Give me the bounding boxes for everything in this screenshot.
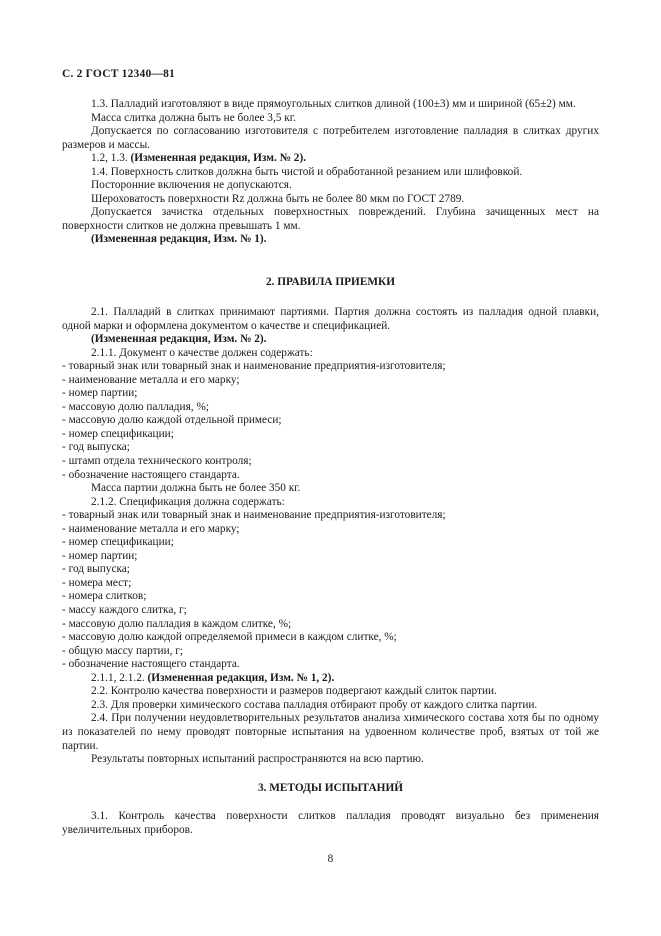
paragraph: 1.3. Палладий изготовляют в виде прямоугольных слитков длиной (100±3) мм и шириной (65±2) мм. [91, 98, 576, 110]
section-2-title: 2. ПРАВИЛА ПРИЕМКИ [265, 276, 396, 288]
paragraph: Результаты повторных испытаний распространяются на всю партию. [91, 753, 424, 766]
section-3-title: 3. МЕТОДЫ ИСПЫТАНИЙ [257, 782, 404, 794]
paragraph: 2.1. Палладий в слитках принимают партиями. Партия должна состоять из палладия одной плавки, одной марки и оформлена документом о качестве и спецификацией. [62, 306, 599, 332]
paragraph: - товарный знак или товарный знак и наименование предприятия-изготовителя; [62, 360, 446, 373]
paragraph: Масса партии должна быть не более 350 кг. [91, 482, 301, 495]
paragraph: - обозначение настоящего стандарта. [62, 658, 240, 671]
paragraph: - номер партии; [62, 549, 138, 562]
paragraph: - штамп отдела технического контроля; [62, 455, 252, 468]
section-2-paragraphs [62, 306, 599, 767]
paragraph: Допускается по согласованию изготовителя с потребителем изготовление палладия в слитках других размеров и массы. [62, 125, 599, 151]
paragraph: - год выпуска; [62, 563, 130, 576]
paragraph: 2.2. Контролю качества поверхности и размеров подвергают каждый слиток партии. [91, 685, 497, 698]
paragraph: 2.3. Для проверки химического состава палладия отбирают пробу от каждого слитка партии. [91, 698, 538, 711]
paragraph: - наименование металла и его марку; [62, 373, 240, 386]
paragraph: - номер спецификации; [62, 427, 174, 440]
paragraph: - массовую долю палладия в каждом слитке, %; [62, 617, 292, 630]
paragraph: Шероховатость поверхности Rz должна быть не более 80 мкм по ГОСТ 2789. [91, 192, 465, 205]
page-header: С. 2 ГОСТ 12340—81 [62, 68, 175, 80]
page-number: 8 [327, 853, 334, 865]
paragraph: (Измененная редакция, Изм. № 1). [91, 233, 267, 246]
paragraph: 2.1.2. Спецификация должна содержать: [91, 495, 285, 508]
paragraph: 3.1. Контроль качества поверхности слитков палладия проводят визуально без применения увеличительных приборов. [62, 810, 599, 836]
paragraph: - массу каждого слитка, г; [62, 604, 187, 617]
paragraph: - обозначение настоящего стандарта. [62, 468, 240, 481]
paragraph: - массовую долю палладия, %; [62, 400, 209, 413]
paragraph: - общую массу партии, г; [62, 644, 184, 657]
paragraph: Допускается зачистка отдельных поверхностных повреждений. Глубина зачищенных мест на поверхности слитков не должна превышать 1 мм. [62, 206, 599, 232]
paragraph: - массовую долю каждой определяемой примеси в каждом слитке, %; [62, 631, 397, 644]
section-1-paragraphs [62, 98, 599, 247]
paragraph: - наименование металла и его марку; [62, 522, 240, 535]
paragraph: - товарный знак или товарный знак и наименование предприятия-изготовителя; [62, 509, 446, 522]
paragraph: 1.4. Поверхность слитков должна быть чистой и обработанной резанием или шлифовкой. [91, 165, 523, 178]
paragraph: 1.2, 1.3. (Измененная редакция, Изм. № 2). [91, 152, 307, 165]
paragraph: 2.4. При получении неудовлетворительных результатов анализа химического состава хотя бы по одному из показателей по нему проводят повторные испытания на удвоенном количестве проб, взятых от той же партии. [62, 712, 599, 752]
paragraph: - номера слитков; [62, 590, 147, 603]
paragraph: 2.1.1, 2.1.2. (Измененная редакция, Изм. № 1, 2). [91, 671, 335, 684]
paragraph: - номер спецификации; [62, 536, 174, 549]
paragraph: - номер партии; [62, 387, 138, 400]
paragraph: Масса слитка должна быть не более 3,5 кг. [91, 111, 296, 124]
paragraph: - год выпуска; [62, 441, 130, 454]
paragraph: (Измененная редакция, Изм. № 2). [91, 333, 267, 346]
paragraph: 2.1.1. Документ о качестве должен содержать: [91, 346, 313, 359]
section-3-paragraphs [62, 810, 599, 837]
paragraph: Посторонние включения не допускаются. [91, 179, 292, 192]
paragraph: - номера мест; [62, 576, 132, 589]
paragraph: - массовую долю каждой отдельной примеси; [62, 414, 282, 427]
